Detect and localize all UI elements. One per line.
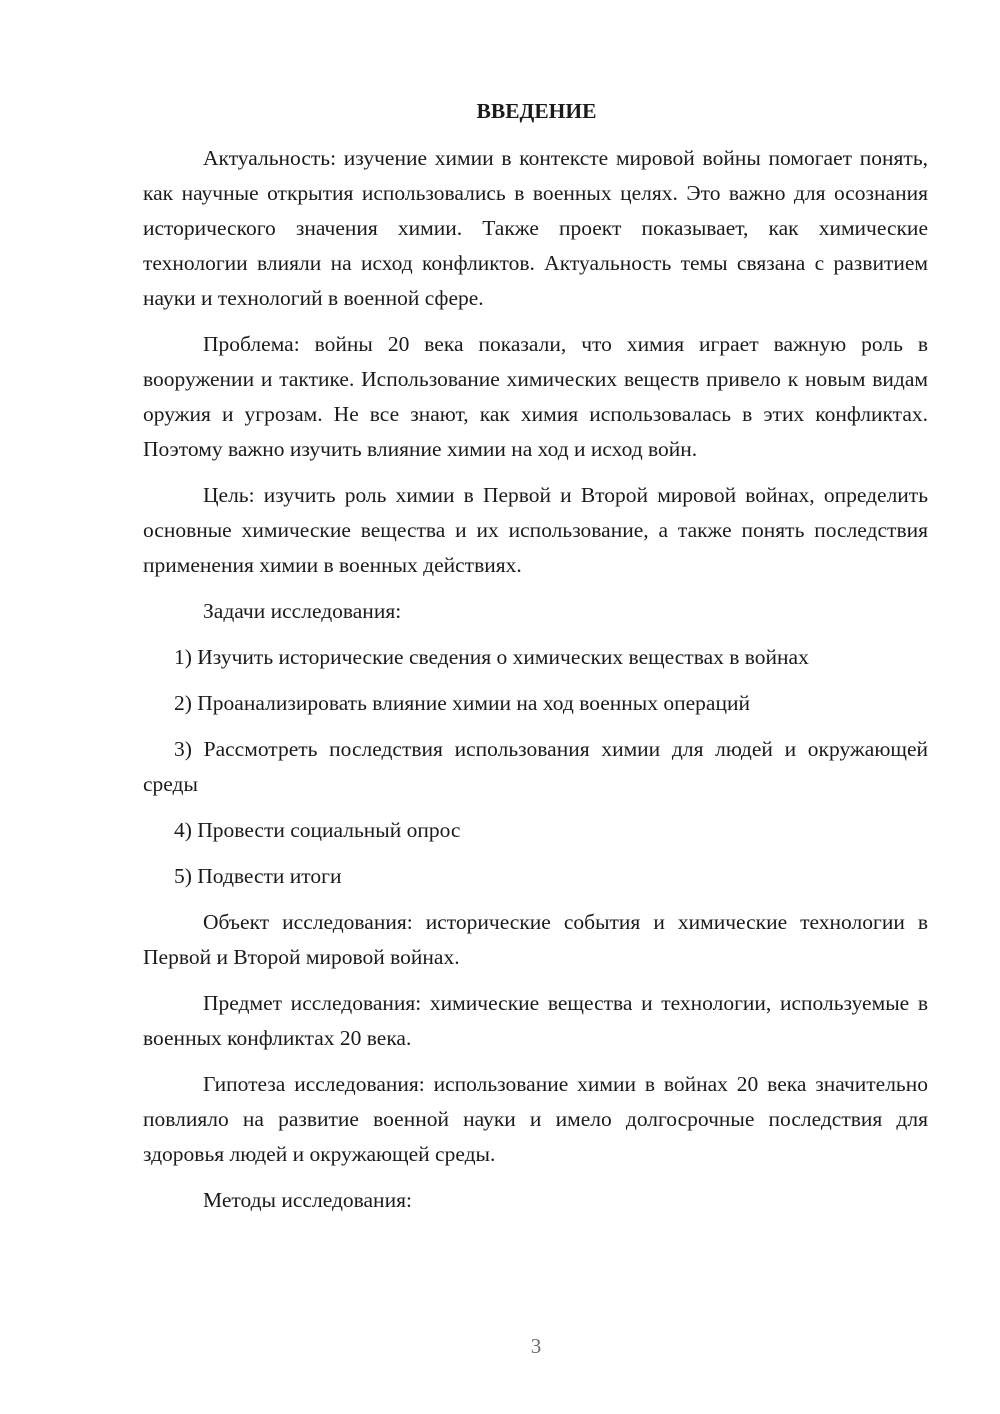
paragraph-hypothesis: Гипотеза исследования: использование химии в войнах 20 века значительно повлияло на развитие военной науки и имело долгосрочные последствия для здоровья людей и окружающей среды. [143,1072,928,1166]
document-page [143,96,928,1229]
task-item-2: 2) Проанализировать влияние химии на ход военных операций [174,691,750,715]
task-item-1: 1) Изучить исторические сведения о химических веществах в войнах [174,645,809,669]
section-heading: ВВЕДЕНИЕ [476,99,597,123]
paragraph-object: Объект исследования: исторические события и химические технологии в Первой и Второй мировой войнах. [143,910,928,969]
paragraph-relevance: Актуальность: изучение химии в контексте мировой войны помогает понять, как научные открытия использовались в военных целях. Это важно для осознания исторического значения химии. Также проект показывает, как химические технологии влияли на исход конфликтов. Актуальность темы связана с развитием науки и технологий в военной сфере. [143,146,928,310]
page-number: 3 [530,1334,542,1358]
task-item-4: 4) Провести социальный опрос [174,818,461,842]
paragraph-goal: Цель: изучить роль химии в Первой и Второй мировой войнах, определить основные химические вещества и их использование, а также понять последствия применения химии в военных действиях. [143,483,928,577]
paragraph-subject: Предмет исследования: химические вещества и технологии, используемые в военных конфликтах 20 века. [143,991,928,1050]
methods-label: Методы исследования: [203,1188,412,1212]
task-item-3: 3) Рассмотреть последствия использования химии для людей и окружающей среды [143,737,928,796]
task-item-5: 5) Подвести итоги [174,864,342,888]
paragraph-problem: Проблема: войны 20 века показали, что химия играет важную роль в вооружении и тактике. Использование химических веществ привело к новым видам оружия и угрозам. Не все знают, как химия использовалась в этих конфликтах. Поэтому важно изучить влияние химии на ход и исход войн. [143,332,928,461]
tasks-label: Задачи исследования: [203,599,402,623]
